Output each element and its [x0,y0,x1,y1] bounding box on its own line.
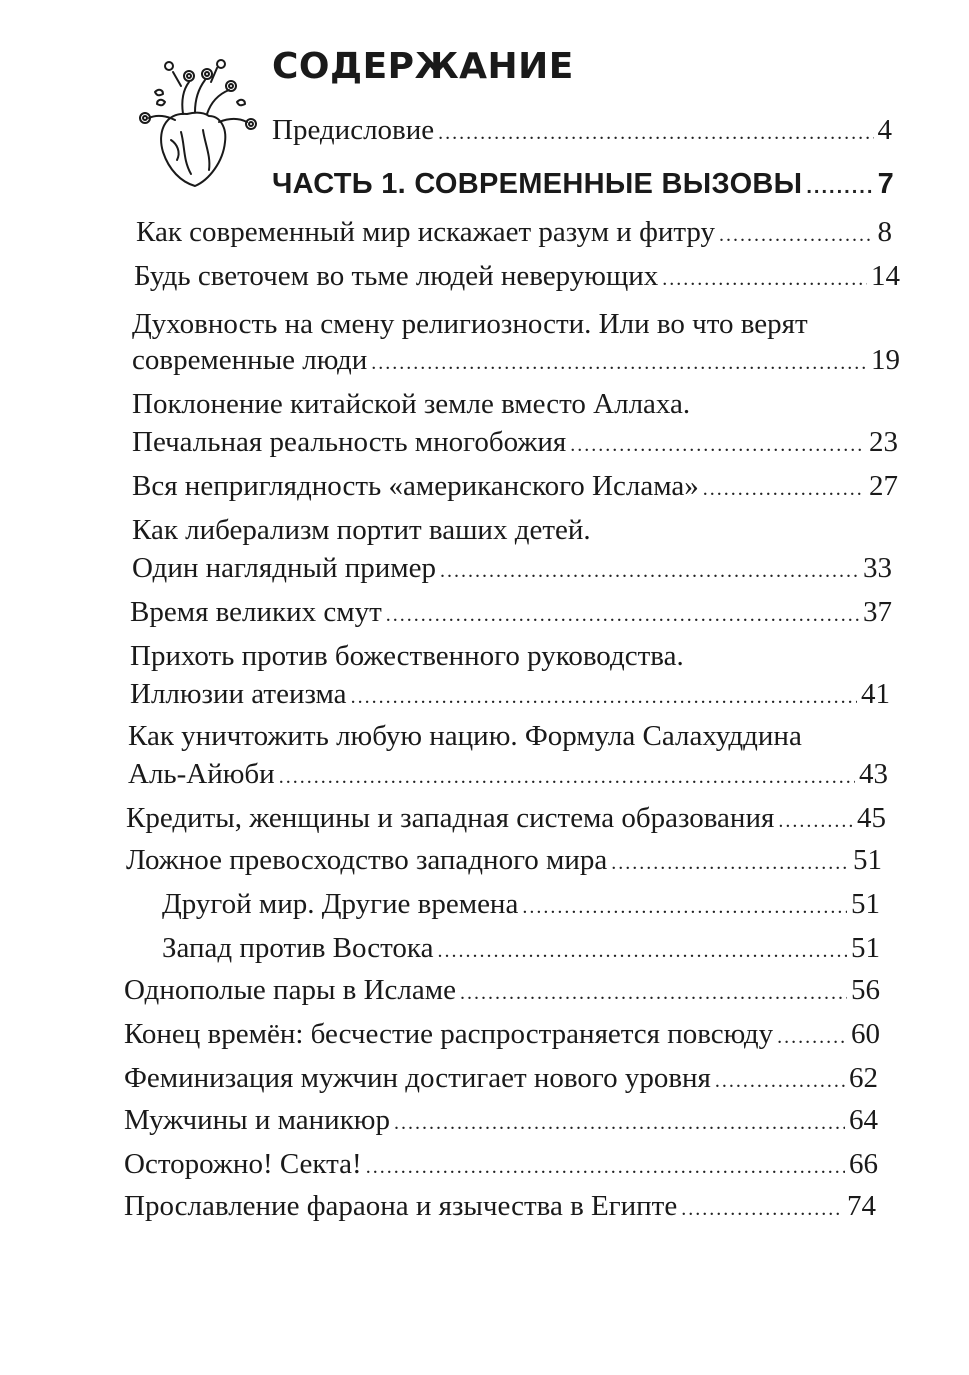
leader-dots [522,889,847,925]
toc-entry-page: 66 [849,1148,878,1180]
toc-entry-page: 8 [877,216,892,248]
toc-entry[interactable] [132,342,900,381]
leader-dots [440,553,859,589]
toc-entry-title: Предисловие [272,114,435,146]
toc-entry-page: 45 [857,802,886,834]
leader-dots [570,427,865,463]
leader-dots [777,1019,847,1055]
toc-entry-page: 37 [863,596,892,628]
leader-dots [719,217,873,253]
leader-dots [386,597,859,633]
toc-entry-title: Кредиты, женщины и западная система образования [126,802,775,834]
leader-dots [437,933,847,969]
leader-dots [703,471,865,507]
toc-entry-title: Иллюзии атеизма [130,678,347,710]
toc-subentry[interactable] [162,886,880,925]
toc-entry-title: Феминизация мужчин достигает нового уровня [124,1062,711,1094]
toc-entry-title: Один наглядный пример [132,552,437,584]
toc-part-page: 7 [877,168,894,200]
toc-entry-title: Вся неприглядность «американского Ислама» [132,470,699,502]
leader-dots [715,1063,845,1099]
toc-entry-title: Будь светочем во тьме людей неверующих [134,260,659,292]
toc-entry-title: Аль-Айюби [128,758,275,790]
toc-entry-page: 62 [849,1062,878,1094]
toc-entry-page: 14 [871,260,900,292]
toc-entry[interactable] [136,214,892,253]
leader-dots [438,115,873,151]
toc-entry-title-line: Как либерализм портит ваших детей. [132,514,591,546]
anatomical-heart-with-flowers-icon [125,52,265,192]
toc-entry-page: 56 [851,974,880,1006]
toc-entry[interactable] [130,594,892,633]
leader-dots [611,845,849,881]
toc-entry-page: 51 [851,888,880,920]
toc-entry[interactable] [134,258,900,297]
toc-entry[interactable] [124,1060,878,1099]
toc-entry-preface[interactable] [272,112,892,151]
toc-entry-page: 41 [861,678,890,710]
toc-entry-title: Время великих смут [130,596,382,628]
toc-entry-page: 4 [877,114,892,146]
leader-dots [366,1149,845,1185]
toc-entry[interactable] [126,842,882,881]
toc-entry[interactable] [124,1188,876,1227]
toc-entry-page: 23 [869,426,898,458]
leader-dots [778,803,853,839]
toc-part-1[interactable] [272,166,894,205]
toc-entry[interactable] [124,1102,878,1141]
toc-entry[interactable] [128,756,888,795]
toc-entry-title: Другой мир. Другие времена [162,888,519,920]
toc-entry-title: Осторожно! Секта! [124,1148,362,1180]
toc-entry-title: Как современный мир искажает разум и фитру [136,216,716,248]
toc-entry-page: 51 [853,844,882,876]
toc-entry[interactable] [126,800,886,839]
toc-entry-title: Однополые пары в Исламе [124,974,456,1006]
toc-entry-page: 33 [863,552,892,584]
toc-entry-title: Мужчины и маникюр [124,1104,390,1136]
leader-dots [351,679,857,715]
leader-dots [279,759,855,795]
toc-heading: СОДЕРЖАНИЕ [272,46,574,87]
toc-entry-title: Ложное превосходство западного мира [126,844,608,876]
toc-entry-page: 74 [847,1190,876,1222]
toc-entry-page: 27 [869,470,898,502]
toc-entry-title-line: Поклонение китайской земле вместо Аллаха. [132,388,691,420]
toc-entry[interactable] [132,550,892,589]
toc-entry-title: Печальная реальность многобожия [132,426,567,458]
leader-dots [662,261,867,297]
leader-dots [806,169,873,205]
leader-dots [394,1105,845,1141]
toc-entry-title: Запад против Востока [162,932,434,964]
toc-subentry[interactable] [162,930,880,969]
leader-dots [681,1191,843,1227]
toc-entry[interactable] [132,468,898,507]
toc-entry-title: современные люди [132,344,368,376]
toc-entry[interactable] [124,1146,878,1185]
toc-entry[interactable] [124,1016,880,1055]
toc-entry-title-line: Прихоть против божественного руководства. [130,640,684,672]
toc-entry-page: 51 [851,932,880,964]
toc-entry-page: 60 [851,1018,880,1050]
leader-dots [371,345,867,381]
toc-entry-title: Конец времён: бесчестие распространяется повсюду [124,1018,774,1050]
toc-entry-page: 64 [849,1104,878,1136]
toc-entry[interactable] [130,676,890,715]
toc-part-title: ЧАСТЬ 1. СОВРЕМЕННЫЕ ВЫЗОВЫ [272,168,803,200]
toc-entry-page: 19 [871,344,900,376]
toc-entry-title-line: Духовность на смену религиозности. Или во что верят [132,308,808,340]
toc-entry[interactable] [132,424,898,463]
toc-entry-page: 43 [859,758,888,790]
toc-entry-title: Прославление фараона и язычества в Египте [124,1190,678,1222]
toc-entry-title-line: Как уничтожить любую нацию. Формула Салахуддина [128,720,802,752]
leader-dots [460,975,847,1011]
toc-entry[interactable] [124,972,880,1011]
